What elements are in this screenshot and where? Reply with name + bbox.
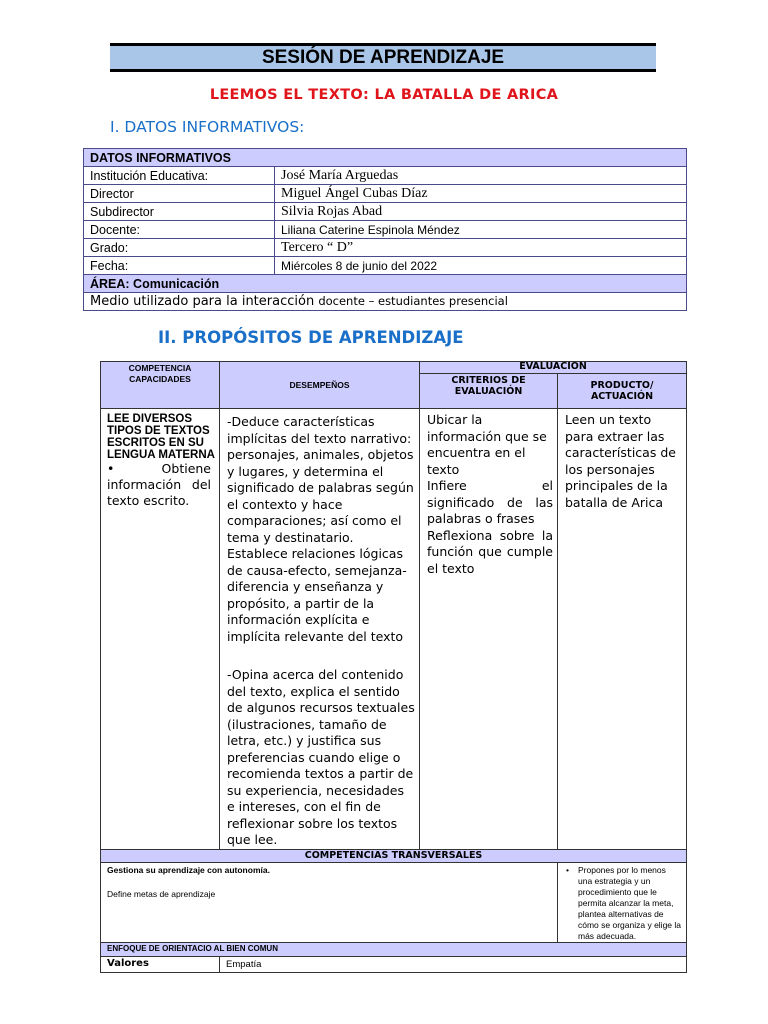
page-title: SESIÓN DE APRENDIZAJE (261, 47, 505, 68)
header-producto: PRODUCTO/ ACTUACIÓN (558, 374, 687, 409)
medio-value: docente – estudiantes presencial (318, 294, 508, 308)
section-datos-heading: I. DATOS INFORMATIVOS: (110, 118, 305, 136)
criterio-3: Reflexiona sobre la función que cumple el texto (427, 527, 553, 576)
row-value: Miércoles 8 de junio del 2022 (275, 257, 687, 275)
desempeno-1: -Deduce características implícitas del texto narrativo: personajes, animales, objetos y lugares, y determina el significado de palabras según el contexto y hace comparaciones; así como el tema y destinatario. Establece relaciones lógicas de causa-efecto, semejanza-diferencia y enseñanza y propósito, a partir de la información explícita e implícita relevante del texto (227, 414, 414, 644)
bullet-icon: • (566, 864, 569, 875)
desempenos-cell (220, 409, 420, 850)
medio-row (84, 293, 687, 311)
criterio-1: Ubicar la información que se encuentra en el texto (427, 412, 547, 477)
row-label: Grado: (84, 239, 275, 257)
desempeno-2: -Opina acerca del contenido del texto, explica el sentido de algunos recursos textuales (ilustraciones, tamaño de letra, etc.) y justifica sus preferencias cuando elige o recomienda textos a partir de su experiencia, necesidades e intereses, con el fin de reflexionar sobre los textos que lee. (227, 667, 415, 847)
propositos-table (100, 361, 687, 973)
capacidad-text: Obtiene información del texto escrito. (107, 461, 211, 508)
datos-header: DATOS INFORMATIVOS (84, 149, 687, 167)
row-value: José María Arguedas (275, 167, 687, 185)
row-label: Director (84, 185, 275, 203)
criterio-2: Infiere el significado de las palabras o frases (427, 478, 553, 526)
row-label: Docente: (84, 221, 275, 239)
row-value: Silvia Rojas Abad (275, 203, 687, 221)
enfoque-row: ENFOQUE DE ORIENTACIO AL BIEN COMUN (101, 942, 687, 956)
row-value: Liliana Caterine Espinola Méndez (275, 221, 687, 239)
producto-text: Leen un texto para extraer las características de los personajes principales de la batalla de Arica (565, 412, 676, 510)
header-evaluacion: EVALUACION (420, 362, 687, 374)
row-label: Fecha: (84, 257, 275, 275)
bullet-icon: • (107, 461, 162, 476)
valores-label: Valores (101, 956, 220, 972)
gestiona-text: Gestiona su aprendizaje con autonomía. (107, 864, 270, 875)
empatia-value: Empatía (220, 956, 687, 972)
propones-text: Propones por lo menos una estrategia y un procedimiento que le permita alcanzar la meta, plantea alternativas de cómo se organiza y elige la más adecuada. (578, 864, 682, 941)
title-banner (110, 43, 656, 72)
row-value: Miguel Ángel Cubas Díaz (275, 185, 687, 203)
define-metas: Define metas de aprendizaje (107, 888, 216, 899)
datos-informativos-table (83, 148, 687, 311)
header-desempenos: DESEMPEÑOS (220, 362, 420, 409)
capacidad-item (107, 461, 215, 509)
header-competencia: COMPETENCIA CAPACIDADES (101, 362, 220, 409)
row-value: Tercero “ D” (275, 239, 687, 257)
medio-label: Medio utilizado para la interacción (90, 294, 319, 309)
producto-cell (558, 409, 687, 850)
section-propositos-heading: II. PROPÓSITOS DE APRENDIZAJE (158, 328, 464, 347)
propones-cell (558, 862, 687, 942)
competencia-text: LEE DIVERSOS TIPOS DE TEXTOS ESCRITOS EN SU LENGUA MATERNA (107, 413, 215, 461)
area-row: ÁREA: Comunicación (84, 275, 687, 293)
row-label: Institución Educativa: (84, 167, 275, 185)
criterios-cell (420, 409, 558, 850)
propones-item (566, 865, 682, 942)
transversales-header: COMPETENCIAS TRANSVERSALES (101, 849, 687, 862)
session-subtitle: LEEMOS EL TEXTO: LA BATALLA DE ARICA (209, 87, 559, 103)
gestiona-cell (101, 862, 558, 942)
competencia-cell (101, 409, 220, 850)
header-criterios: CRITERIOS DE EVALUACIÓN (420, 374, 558, 409)
row-label: Subdirector (84, 203, 275, 221)
